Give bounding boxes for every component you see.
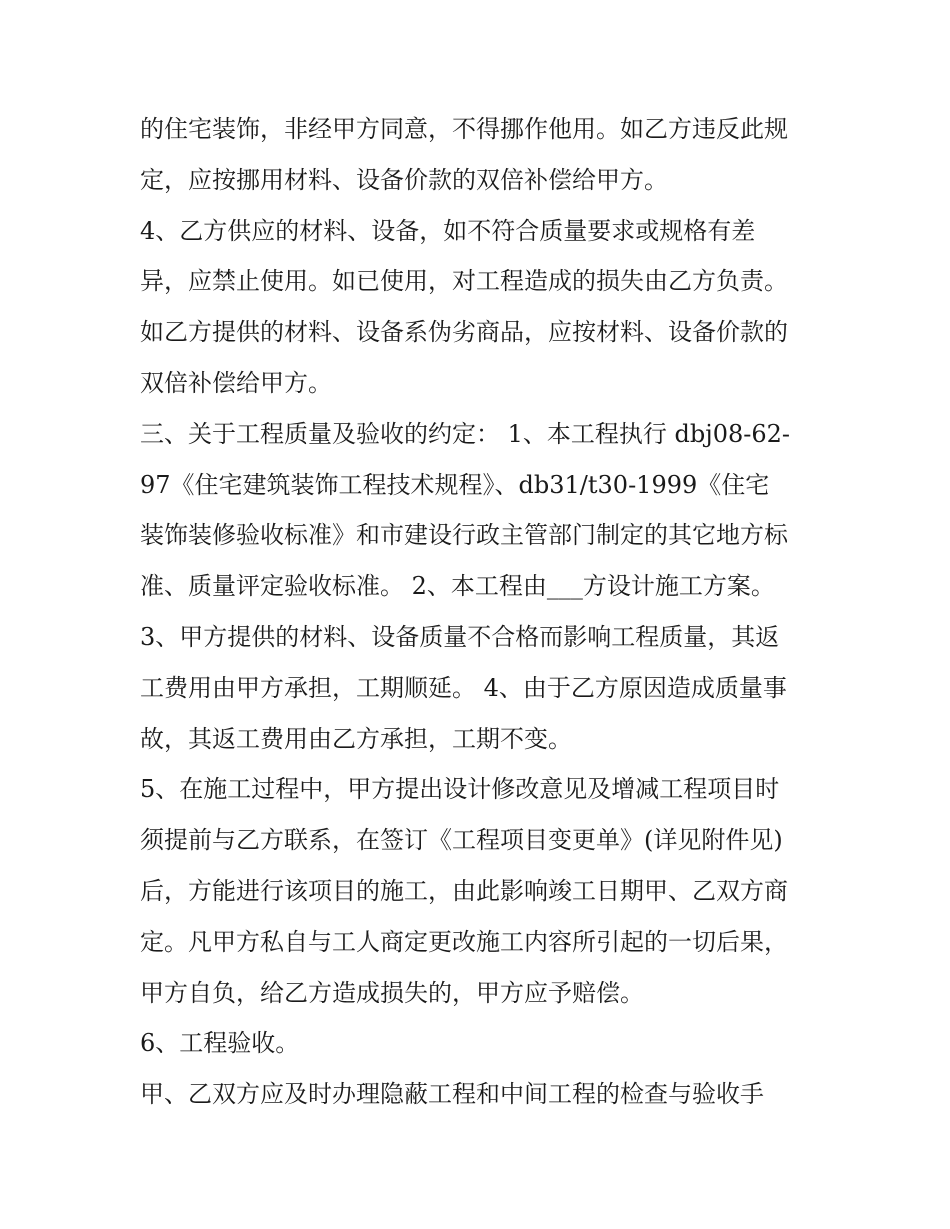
text-line: 异，应禁止使用。如已使用，对工程造成的损失由乙方负责。 xyxy=(140,267,788,296)
text-line: 工费用由甲方承担，工期顺延。 4、由于乙方原因造成质量事 xyxy=(140,673,787,702)
text-line: 三、关于工程质量及验收的约定： 1、本工程执行 dbj08-62- xyxy=(140,419,790,448)
text-line: 97《住宅建筑装饰工程技术规程》、db31/t30-1999《住宅 xyxy=(140,470,770,499)
text-line: 定。凡甲方私自与工人商定更改施工内容所引起的一切后果， xyxy=(140,927,788,956)
text-line: 双倍补偿给甲方。 xyxy=(140,368,332,397)
text-line: 甲方自负，给乙方造成损失的，甲方应予赔偿。 xyxy=(140,978,644,1007)
text-line: 3、甲方提供的材料、设备质量不合格而影响工程质量，其返 xyxy=(140,622,780,651)
text-line: 装饰装修验收标准》和市建设行政主管部门制定的其它地方标 xyxy=(140,521,788,550)
text-line: 4、乙方供应的材料、设备，如不符合质量要求或规格有差 xyxy=(140,216,756,245)
text-line: 的住宅装饰，非经甲方同意，不得挪作他用。如乙方违反此规 xyxy=(140,115,788,143)
text-line: 后，方能进行该项目的施工，由此影响竣工日期甲、乙双方商 xyxy=(140,876,788,905)
text-line: 定，应按挪用材料、设备价款的双倍补偿给甲方。 xyxy=(140,165,668,194)
text-line: 甲、乙双方应及时办理隐蔽工程和中间工程的检查与验收手 xyxy=(140,1080,764,1109)
text-line: 5、在施工过程中，甲方提出设计修改意见及增减工程项目时 xyxy=(140,775,780,804)
text-line: 须提前与乙方联系，在签订《工程项目变更单》(详见附件见) xyxy=(140,826,783,855)
text-line: 6、工程验收。 xyxy=(140,1029,300,1058)
text-line: 故，其返工费用由乙方承担，工期不变。 xyxy=(140,724,572,753)
document-body xyxy=(140,104,820,1120)
text-line: 如乙方提供的材料、设备系伪劣商品，应按材料、设备价款的 xyxy=(140,318,788,347)
text-line: 准、质量评定验收标准。 2、本工程由___方设计施工方案。 xyxy=(140,572,775,601)
